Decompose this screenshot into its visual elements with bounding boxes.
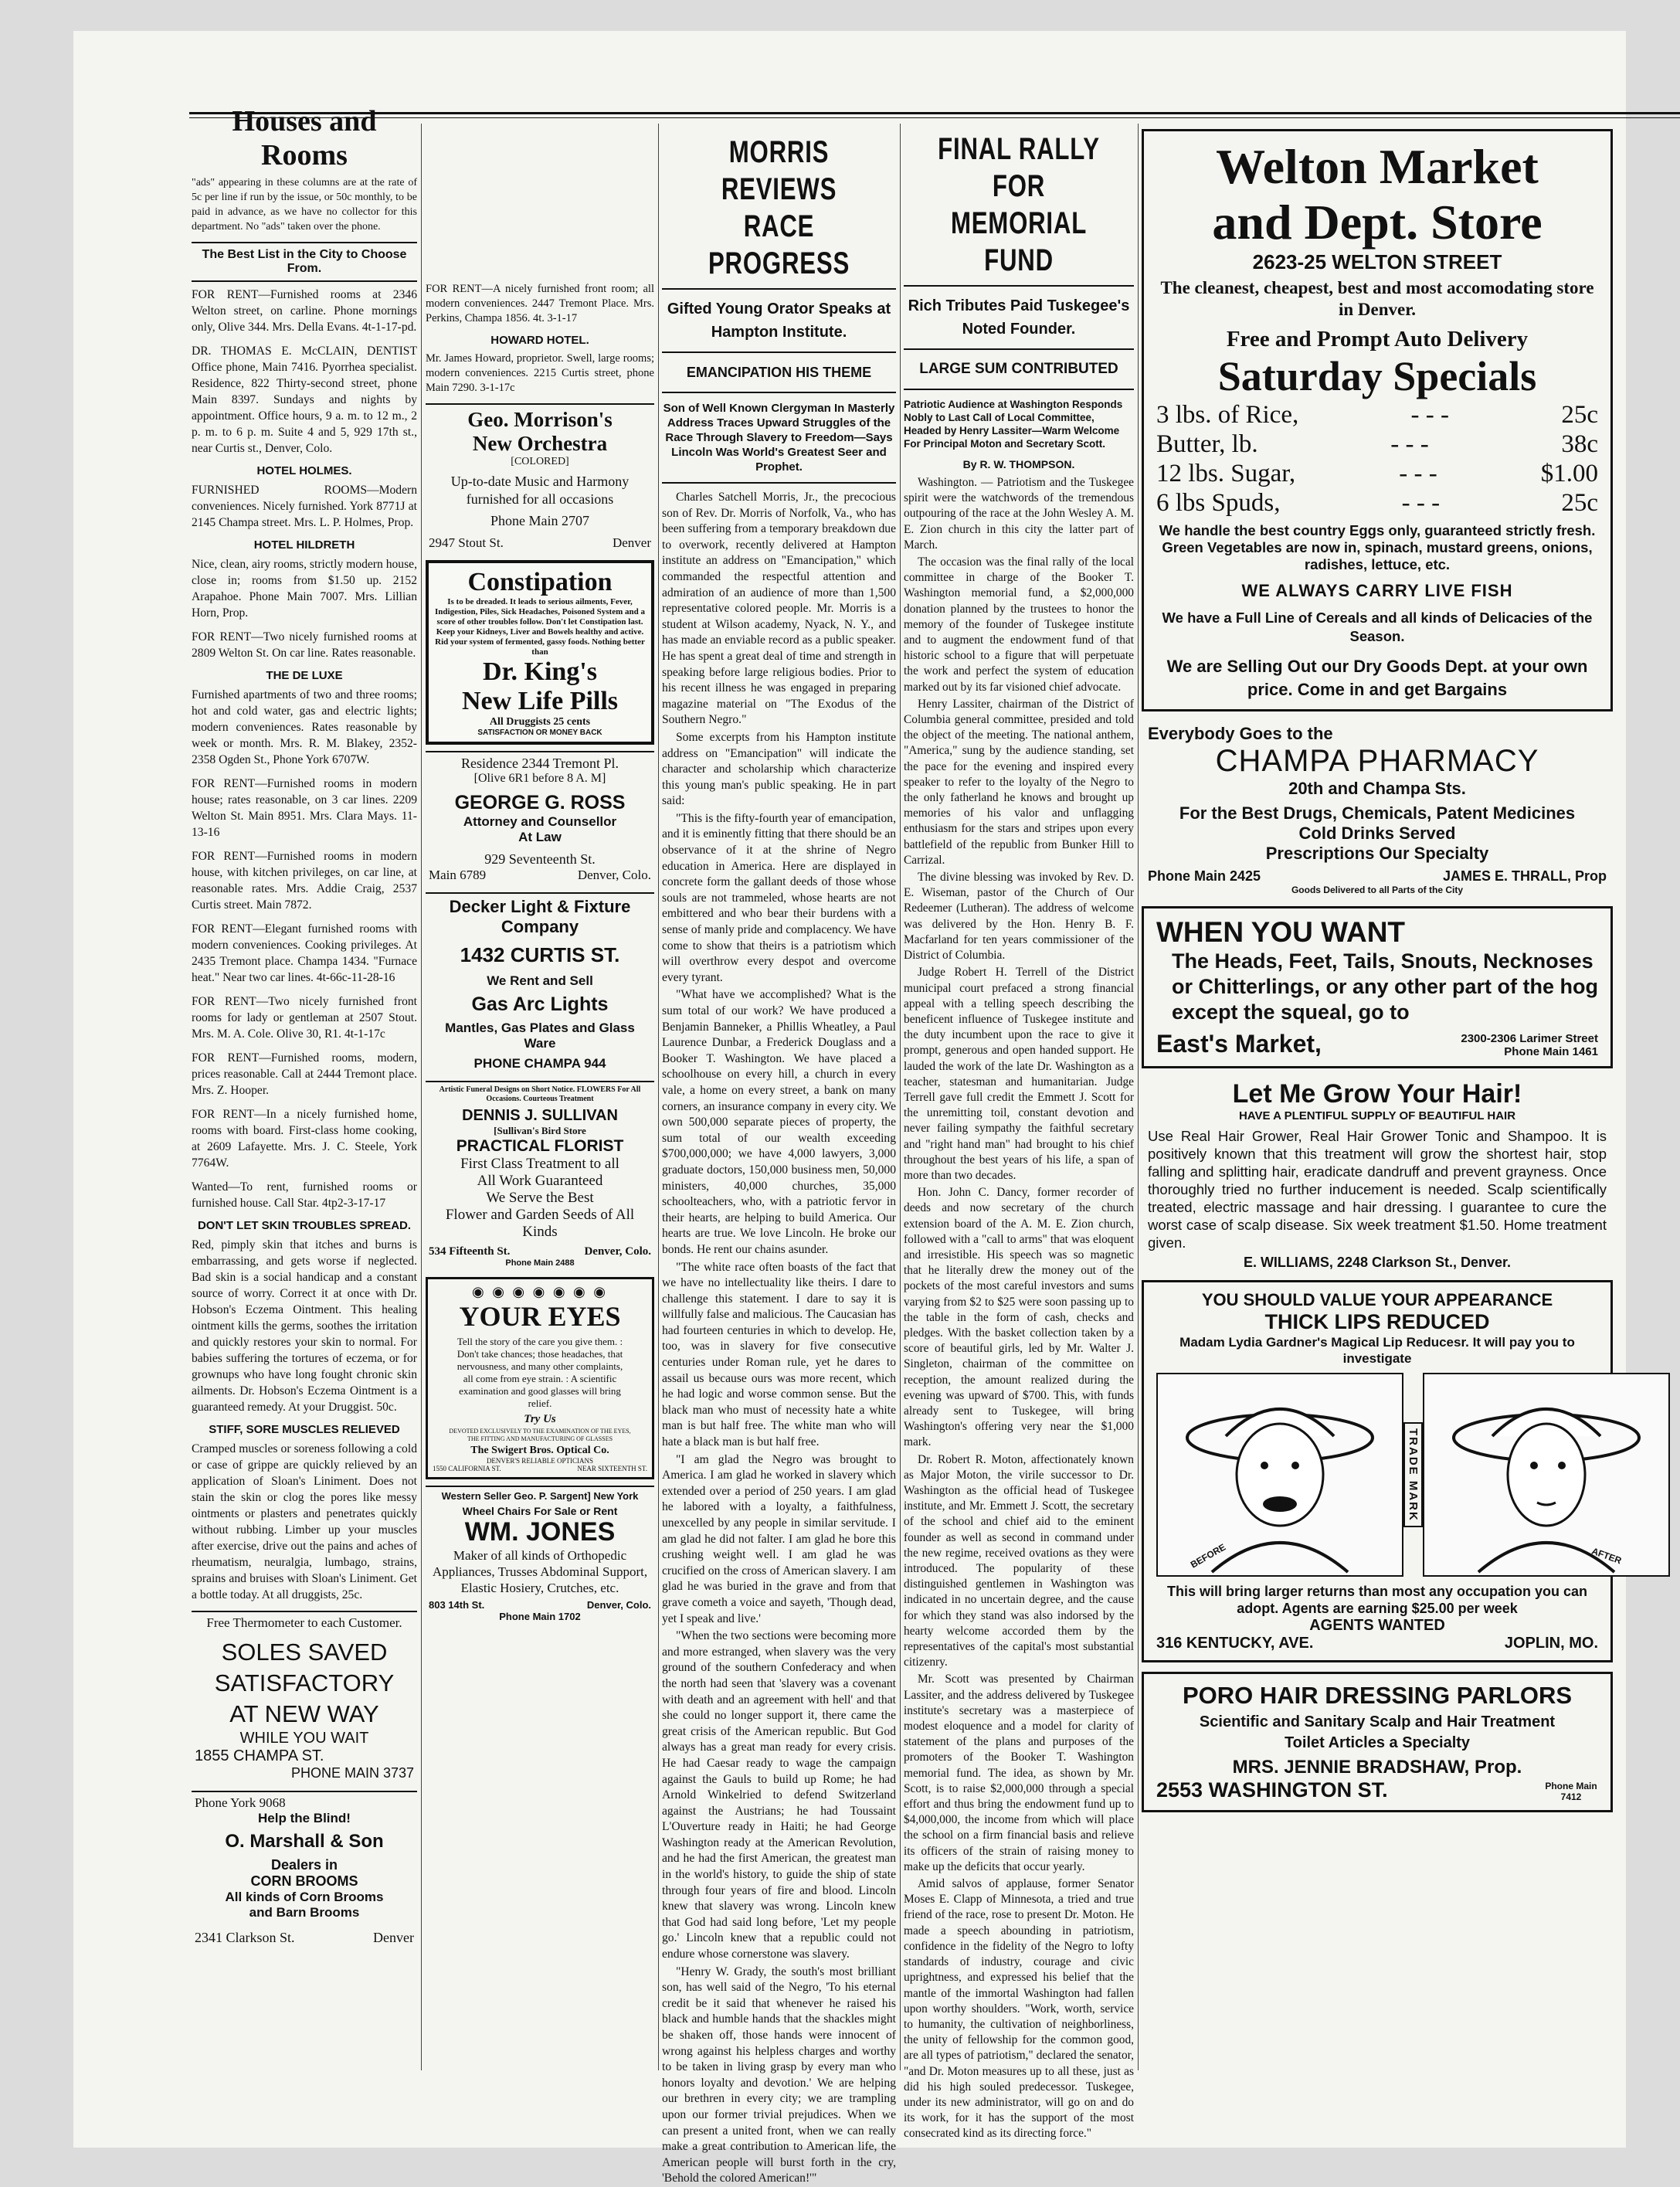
- champa-phone: Phone Main 2425: [1148, 868, 1261, 884]
- champa-name: CHAMPA PHARMACY: [1215, 744, 1539, 778]
- hair-body: Use Real Hair Grower, Real Hair Grower Tonic and Shampoo. It is positively known that this treatment will grow the shortest hair, stop falling and splitting hair, eradicate dandruff and prevent grayness. Once thoroughly tried no further inducement is needed. Scalp scientifically treated, electric massage and hair dressing. I guarantee to cure the worst case of scalp disease. Six week treatment $1.50. Home treatment given.: [1148, 1128, 1607, 1251]
- ads-column: [426, 97, 654, 2074]
- price-dashes: - - -: [1401, 489, 1441, 517]
- price-dashes: - - -: [1399, 460, 1437, 487]
- eyes-l2: Tell the story of the care you give them. : Don't take chances; those headaches, that nervousness, and many other complaints, all come from eye strain. : A scientific examination and good glasses will bring relief.: [456, 1336, 623, 1409]
- before-label: BEFORE: [1188, 1541, 1228, 1571]
- jones-city: Denver, Colo.: [586, 1599, 651, 1611]
- eyes-l1: YOUR EYES: [459, 1301, 621, 1332]
- classified-item: Cramped muscles or soreness following a cold or case of grippe are quickly relieved by an application of Sloan's Liniment. Does not stain the skin or clog the pores like messy ointments or plasters and penetrates quickly without rubbing. Limber up your muscles after exercise, drive out the pains and aches of rheumatism, neuralgia, lumbago, strains, sprains and bruises with Sloan's Liniment. Get a bottle today. At all druggists, 25c.: [192, 1442, 417, 1601]
- price-row: [1156, 430, 1598, 459]
- soles-l4: WHILE YOU WAIT: [239, 1730, 369, 1747]
- ross-phone: Main 6789: [429, 868, 487, 882]
- kings-l5: All Druggists 25 cents: [489, 716, 591, 728]
- jones-phone: Phone Main 1702: [499, 1611, 581, 1622]
- champa-l2: Cold Drinks Served: [1298, 824, 1456, 843]
- trade-mark-label: TRADE MARK: [1403, 1422, 1423, 1528]
- sullivan-city: Denver, Colo.: [584, 1245, 651, 1258]
- article-paragraph: The occasion was the final rally of the local committee in charge of the Booker T. Washington memorial fund, a $2,000,000 donation planned by the trustees to honor the memory of the founder of Tuskegee institute and to augment the endowment fund of that historic school to a figure that will perpetuate the work and perfect the system of education marked out by its far visioned chief advocate.: [904, 555, 1134, 694]
- eyes-l5: The Swigert Bros. Optical Co.: [470, 1445, 609, 1456]
- jones-top: Western Seller Geo. P. Sargent] New York: [441, 1490, 639, 1502]
- easts-name: East's Market,: [1156, 1030, 1322, 1058]
- soles-l2: SATISFACTORY: [214, 1669, 395, 1696]
- article-paragraph: The divine blessing was invoked by Rev. D. E. Wiseman, pastor of the Church of Our Redeemer (Lutheran). The address of welcome was delivered by the Hon. Henry B. F. Macfarland for ten years commissioner of the District of Columbia.: [904, 871, 1134, 963]
- marshall-addr: 2341 Clarkson St.: [195, 1930, 295, 1945]
- easts-l2: The Heads, Feet, Tails, Snouts, Necknoses or Chitterlings, or any other part of the hog except the squeal, go to: [1172, 949, 1599, 1024]
- welton-free: Free and Prompt Auto Delivery: [1226, 327, 1529, 351]
- article-paragraph: Amid salvos of applause, former Senator Moses E. Clapp of Minnesota, a tried and true friend of the race, rose to present Dr. Moton. He made a speech abounding in patriotism, confidence in the fidelity of the Negro to lofty standards of industry, courage and civic uprightness, and expressed his belief that the mantle of the immortal Washington had fallen upon worthy shoulders. "Work, worth, service to humanity, the cultivation of neighborliness, the unity of fellowship for the common good, are all types of patriotism," declared the senator, "and Dr. Moton measures up to all these, just as did his high souled predecessor. Tuskegee, under its new administrator, will go on and do its work, for it has the support of the most consecrated kind as its directing force.": [904, 1877, 1134, 2141]
- woman-hat-icon: [1424, 1374, 1668, 1572]
- lips-l3: Madam Lydia Gardner's Magical Lip Reducesr. It will pay you to investigate: [1179, 1335, 1575, 1366]
- price-row: [1156, 459, 1598, 488]
- article-paragraph: "This is the fifty-fourth year of emancipation, and it is eminently fitting that there should be an observance of it at the shrine of Negro education in America. Here are displayed in concrete form the gallant deeds of those whose souls are not trammeled, whose hearts are not embittered and who bear their burdens with a sense of manly pride and complacency. We have come to show that theirs is a patriotism which will overthrow every despot and overcome every tyrant.: [662, 811, 896, 984]
- welton-ad: [1142, 129, 1613, 711]
- welton-selling: We are Selling Out our Dry Goods Dept. at your own price. Come in and get Bargains: [1166, 657, 1588, 699]
- classified-item: FOR RENT—Furnished rooms in modern house, with kitchen privileges, on car line, at reasonable rates. Mrs. Addie Craig, 2537 Curtis street. Main 7872.: [192, 850, 417, 912]
- jones-l2: Maker of all kinds of Orthopedic Appliances, Trusses Abdominal Support, Elastic Hosiery, Crutches, etc.: [432, 1548, 648, 1595]
- jones-l1: Wheel Chairs For Sale or Rent: [462, 1505, 618, 1517]
- classified-item: FOR RENT—In a nicely furnished home, rooms with board. First-class home cooking, at 2609 Lafayette. Mrs. J. C. Steele, York 7764W.: [192, 1108, 417, 1170]
- poro-addr: 2553 WASHINGTON ST.: [1156, 1778, 1388, 1802]
- article-paragraph: Henry Lassiter, chairman of the District of Columbia general committee, presided and told the object of the meeting. The national anthem, "America," sung by the audience standing, set the pace for the evening and inspired every speaker to refer to the loyalty of the Negro to the only fatherland he knows and brought up memories of his valor and unflagging enthusiasm for the stars and stripes upon every battlefield of the republic from Bunker Hill to Carrizal.: [904, 697, 1134, 867]
- article-paragraph: "Henry W. Grady, the south's most brilliant son, has well said of the Negro, 'To his eternal credit be it said that whenever he raised his black and humble hands that the shackles might be shaken off, those hands were innocent of wrong against his helpless charges and worthy to be taken in living grasp by every man who honors loyalty and devotion.' We are helping our brethren in every city; we are trampling upon our former trivial prejudices. When we can present a united front, when we can really make a great contribution to American life, the American people will burst forth in the cry, 'Behold the colored American!'": [662, 1965, 896, 2185]
- display-ads-column: [1142, 97, 1624, 2074]
- lips-l2: THICK LIPS REDUCED: [1264, 1310, 1490, 1333]
- morris-article: [662, 97, 896, 2185]
- rally-body: [904, 475, 1134, 2142]
- soles-top: Free Thermometer to each Customer.: [206, 1615, 402, 1630]
- morrison-l4: Up-to-date Music and Harmony furnished for all occasions: [450, 474, 630, 507]
- price-value: $1.00: [1540, 460, 1598, 487]
- rally-article: [904, 97, 1134, 2141]
- soles-phone: PHONE MAIN 3737: [290, 1765, 414, 1781]
- ross-city: Denver, Colo.: [577, 868, 651, 882]
- decker-ad: [426, 892, 654, 1075]
- eyes-l7: 1550 CALIFORNIA ST.: [433, 1465, 501, 1472]
- article-paragraph: Washington. — Patriotism and the Tuskegee spirit were the watchwords of the tremendous outpouring of the race at the John Wesley A. M. E. Zion church in this city the latter part of March.: [904, 476, 1134, 552]
- section-subtitle: The Best List in the City to Choose From.: [192, 242, 417, 282]
- classified-heading: THE DE LUXE: [266, 669, 343, 682]
- poro-phone: Phone Main 7412: [1545, 1781, 1597, 1802]
- morris-deck-3: Son of Well Known Clergyman In Masterly Address Traces Upward Struggles of the Race Through Slavery to Freedom—Says Lincoln Was World's Greatest Seer and Prophet.: [663, 402, 895, 474]
- classified-item: FOR RENT—Furnished rooms at 2346 Welton street, on carline. Phone mornings only, Olive 344. Mrs. Della Evans. 4t-1-17-pd.: [192, 288, 417, 334]
- classified-heading: DON'T LET SKIN TROUBLES SPREAD.: [197, 1219, 412, 1232]
- article-paragraph: Some excerpts from his Hampton institute address on "Emancipation" will indicate the character and scholarship which characterize this young man's public speaking. He in part said:: [662, 730, 896, 808]
- kings-l4: New Life Pills: [461, 687, 619, 715]
- rally-byline: By R. W. THOMPSON.: [962, 458, 1075, 470]
- decker-l3: 1432 CURTIS ST.: [460, 943, 620, 966]
- price-item-name: 12 lbs. Sugar,: [1156, 460, 1296, 487]
- price-value: 25c: [1561, 489, 1598, 517]
- champa-prop: JAMES E. THRALL, Prop: [1442, 868, 1607, 884]
- decker-l5: Gas Arc Lights: [471, 993, 609, 1015]
- column-rule: [900, 124, 901, 2070]
- lips-images: [1156, 1373, 1624, 1577]
- morrison-l3: [COLORED]: [511, 456, 569, 467]
- classified-item: FOR RENT—Two nicely furnished front rooms for lady or gentleman at 2507 Stout. Mrs. M. A. Cole. Olive 30, R1. 4t-1-17c: [192, 995, 417, 1041]
- morrison-l1: Geo. Morrison's: [467, 408, 613, 431]
- sullivan-l2: First Class Treatment to all: [460, 1156, 619, 1172]
- welton-sat: Saturday Specials: [1217, 353, 1537, 399]
- sullivan-addr: 534 Fifteenth St.: [429, 1245, 511, 1258]
- sullivan-name: DENNIS J. SULLIVAN: [462, 1107, 618, 1124]
- classified-item: FOR RENT—Two nicely furnished rooms at 2809 Welton St. On car line. Rates reasonable.: [192, 630, 417, 660]
- champa-top: Everybody Goes to the: [1148, 724, 1333, 743]
- easts-phone: Phone Main 1461: [1504, 1045, 1598, 1058]
- poro-l4: MRS. JENNIE BRADSHAW, Prop.: [1232, 1757, 1522, 1778]
- hair-ad: [1142, 1078, 1613, 1272]
- classified-item: FOR RENT—Elegant furnished rooms with modern conveniences. Cooking privileges. At 2435 Tremont place. Champa 1434. "Furnace heat." Near two car lines. 4t-66c-11-28-16: [192, 922, 417, 984]
- decker-l2: Company: [501, 917, 579, 936]
- kings-l1: Constipation: [467, 568, 613, 596]
- article-paragraph: Dr. Robert R. Moton, affectionately known as Major Moton, the virile successor to Dr. Washington as the official head of Tuskegee institute, and Mr. Emmett J. Scott, the secretary of the school and chief aid to the eminent founder as well as second in command under the new regime, received ovations as they were introduced. The popularity of these distinguished gentlemen in Washington was indicated in no uncertain degree, and the cause for which they stand was also indorsed by the hearty welcome accorded them by the representatives of the capital's most substantial citizenry.: [904, 1452, 1134, 1669]
- classified-item: FURNISHED ROOMS—Modern conveniences. Nicely furnished. York 8771J at 2145 Champa street. Mrs. L. P. Holmes, Prop.: [192, 484, 417, 529]
- sullivan-ad: [426, 1081, 654, 1271]
- classified-list: [192, 287, 417, 1603]
- eyes-l6: DENVER'S RELIABLE OPTICIANS: [486, 1457, 594, 1465]
- classified-heading: STIFF, SORE MUSCLES RELIEVED: [209, 1423, 400, 1436]
- classifieds-column: [192, 97, 417, 2074]
- rally-headline-2: MEMORIAL FUND: [950, 206, 1088, 277]
- morrison-addr: 2947 Stout St.: [429, 535, 504, 550]
- poro-ad: [1142, 1672, 1613, 1812]
- woman-hat-icon: [1158, 1374, 1402, 1572]
- section-title: Houses and Rooms: [232, 105, 377, 171]
- easts-ad: [1142, 906, 1613, 1068]
- article-paragraph: Judge Robert H. Terrell of the District municipal court prefaced a strong financial appeal with a telling speech describing the beneficent influence of Tuskegee institute and the duty incumbent upon the race to give it prompt, generous and open handed support. He lauded the work of the late Dr. Washington as a teacher, statesman and humanitarian. Judge Terrell gave full credit the Emmett J. Scott for the unremitting toil, constant devotion and never failing sympathy the faithful secretary and "right hand man" had brought to his chief throughout the best years of his life, a span of more than two decades.: [904, 966, 1134, 1182]
- ross-l2: At Law: [518, 830, 562, 844]
- ross-olive: [Olive 6R1 before 8 A. M]: [473, 772, 606, 785]
- classified-item: Red, pimply skin that itches and burns is embarrassing, and gets worse if neglected. Bad skin is a social handicap and a constant source of worry. Correct it at once with Dr. Hobson's Eczema Ointment. This healing ointment kills the germs, soothes the irritation and quickly restores your skin to normal. For babies suffering the tortures of eczema, or for grownups who have long fought chronic skin ailments. Dr. Hobson's Eczema Ointment is a guaranteed remedy. At your Druggist. 50c.: [192, 1238, 417, 1414]
- sullivan-phone: Phone Main 2488: [505, 1258, 575, 1268]
- eye-row-top: ◉ ◉ ◉ ◉ ◉ ◉ ◉: [472, 1284, 608, 1299]
- howard-ad: Mr. James Howard, proprietor. Swell, large rooms; modern conveniences. 2215 Curtis street, phone Main 7290. 3-1-17c: [426, 352, 654, 394]
- hair-sig: E. WILLIAMS, 2248 Clarkson St., Denver.: [1243, 1255, 1512, 1270]
- welton-l1: Welton Market: [1216, 139, 1539, 194]
- poro-l1: PORO HAIR DRESSING PARLORS: [1182, 1682, 1573, 1709]
- marshall-l1: Dealers in: [270, 1857, 338, 1873]
- ross-addr: 929 Seventeenth St.: [484, 851, 596, 867]
- decker-l4: We Rent and Sell: [487, 973, 593, 988]
- morrison-l5: Phone Main 2707: [490, 513, 589, 528]
- after-label: AFTER: [1590, 1545, 1624, 1567]
- marshall-ad: [192, 1791, 417, 1949]
- marshall-l3: All kinds of Corn Brooms: [225, 1890, 384, 1904]
- marshall-name: O. Marshall & Son: [225, 1831, 384, 1852]
- article-paragraph: Mr. Scott was presented by Chairman Lassiter, and the address delivered by Tuskegee institute's secretary was a masterpiece of modest eloquence and a model for clarity of statement of the plans and purposes of the promoters of the Booker T. Washington memorial fund. The idea, as shown by Mr. Scott, is to raise $2,000,000 through a special effort and thus bring the endowment fund up to $4,000,000, the income from which will place the school on a firm financial basis and relieve its officers of the strain of raising money to make up the deficits that occur yearly.: [904, 1673, 1134, 1873]
- hair-l1: Let Me Grow Your Hair!: [1232, 1079, 1522, 1109]
- classified-item: Nice, clean, airy rooms, strictly modern house, close in; rooms from $1.50 up. 2152 Arapahoe. Phone Main 7007. Mrs. Lillian Horn, Prop.: [192, 558, 417, 620]
- soles-addr: 1855 CHAMPA ST.: [195, 1747, 324, 1764]
- jones-addr: 803 14th St.: [429, 1599, 485, 1611]
- section-intro: "ads" appearing in these columns are at the rate of 5c per line if run by the issue, or 50c monthly, to be paid in advance, as we have no collector for this department. No "ads" taken over the phone.: [192, 177, 417, 233]
- classified-item: Furnished apartments of two and three rooms; hot and cold water, gas and electric lights; modern conveniences. Rates reasonable by week or month. Mrs. R. M. Blakey, 2352-2358 Ogden St., Phone York 6707W.: [192, 688, 417, 766]
- classified-heading: HOTEL HOLMES.: [256, 464, 352, 477]
- marshall-l4: and Barn Brooms: [249, 1905, 360, 1920]
- rally-deck-1: Rich Tributes Paid Tuskegee's Noted Founder.: [908, 297, 1130, 338]
- lips-ad: [1142, 1280, 1624, 1662]
- classified-item: Wanted—To rent, furnished rooms or furnished house. Call Star. 4tp2-3-17-17: [192, 1180, 417, 1210]
- column-rule: [1138, 124, 1139, 2070]
- morrison-l2: New Orchestra: [472, 432, 608, 455]
- hair-l2: HAVE A PLENTIFUL SUPPLY OF BEAUTIFUL HAIR: [1238, 1109, 1516, 1122]
- morris-deck-1: Gifted Young Orator Speaks at Hampton Institute.: [667, 301, 891, 341]
- article-paragraph: "What have we accomplished? What is the sum total of our work? We have produced a Benjamin Banneker, a Phillis Wheatley, a Paul Laurence Dunbar, a Frederick Douglass and a Booker T. Washington. We have placed a schoolhouse on every hill, a church in every vale, a home on every street, a bank on many corners, an insurance company in every city. We own 500,000 separate pieces of property, the sum total of our wealth exceeding $700,000,000; we have 4,000 lawyers, 3,000 graduate doctors, 150,000 business men, 50,000 ministers, 40,000 churches, 35,000 schoolteachers, who, with a patriotic fervor in their hearts, are helping to build America. Our hearts are true. We love Lincoln. He broke our bonds. He rent our chains asunder.: [662, 988, 896, 1256]
- champa-ad: [1142, 721, 1613, 898]
- jones-ad: [426, 1486, 654, 1625]
- howard-head: HOWARD HOTEL.: [490, 334, 589, 347]
- article-paragraph: "I am glad the Negro was brought to America. I am glad he worked in slavery which extended over a period of 250 years. I am glad he labored with a loyalty, a faithfulness, unexcelled by any people in similar servitude. I am glad he did not falter. I am glad he bore this crushing weight well. I am glad he was crucified on the cross of American slavery. I am glad he was buried in the grave and from that grave cometh a voice and sayeth, 'Though dead, yet I speak and live.': [662, 1452, 896, 1625]
- classified-heading: HOTEL HILDRETH: [253, 538, 355, 552]
- marshall-city: Denver: [373, 1930, 414, 1945]
- sullivan-l3: All Work Guaranteed: [477, 1173, 603, 1189]
- kings-ad: [426, 560, 654, 745]
- marshall-help: Help the Blind!: [258, 1811, 351, 1825]
- lips-addr: 316 KENTUCKY, AVE.: [1156, 1635, 1314, 1652]
- champa-l3: Prescriptions Our Specialty: [1265, 844, 1489, 863]
- welton-eggs: We handle the best country Eggs only, guaranteed strictly fresh. Green Vegetables are now in, spinach, mustard greens, onions, radishes, lettuce, etc.: [1159, 522, 1596, 572]
- welton-l2: and Dept. Store: [1212, 195, 1543, 250]
- article-paragraph: "When the two sections were becoming more and more estranged, when slavery was the very ground of the southern Confederacy and when the north had seen that 'slavery was a covenant with death and an agreement with hell' and that she could no longer support it, there came the great crisis of the American republic. But God always has a great man ready for every crisis. He had Caesar ready to wage the campaign against the Gauls to build up Rome; he had Arnold Winkelried to defend Switzerland against the Austrians; he had Toussaint L'Ouverture ready in Haiti; he had George Washington ready at the American Revolution, and he had the first American, the greatest man in the world's history, to guide the ship of state through four years of fire and blood. Lincoln knew that slavery was wrong. Lincoln knew that God had said long before, 'Let my people go.' Lincoln knew that a republic could not endure whose cornerstone was slavery.: [662, 1629, 896, 1961]
- lips-l1: YOU SHOULD VALUE YOUR APPEARANCE: [1201, 1290, 1553, 1309]
- price-value: 25c: [1561, 401, 1598, 429]
- kings-l6: SATISFACTION OR MONEY BACK: [477, 728, 602, 737]
- morris-headline-2: RACE PROGRESS: [708, 209, 850, 280]
- eyes-l4: DEVOTED EXCLUSIVELY TO THE EXAMINATION OF THE EYES, THE FITTING AND MANUFACTURING OF GLASSES: [449, 1428, 631, 1442]
- rally-headline-1: FINAL RALLY FOR: [938, 132, 1100, 203]
- eyes-l8: NEAR SIXTEENTH ST.: [577, 1465, 647, 1472]
- champa-addr: 20th and Champa Sts.: [1288, 779, 1466, 798]
- decker-l6: Mantles, Gas Plates and Glass Ware: [445, 1020, 635, 1051]
- soles-ad: [192, 1611, 417, 1785]
- classified-item: FOR RENT—Furnished rooms in modern house; rates reasonable, on 3 car lines. 2209 Welton St. Main 8951. Mrs. Clara Mays. 11-13-16: [192, 777, 417, 839]
- sullivan-l5: Flower and Garden Seeds of All Kinds: [445, 1207, 635, 1240]
- lips-agents: AGENTS WANTED: [1309, 1617, 1445, 1634]
- morris-body: [662, 490, 896, 2187]
- easts-l1: WHEN YOU WANT: [1156, 916, 1406, 948]
- article-paragraph: Hon. John C. Dancy, former recorder of deeds and now secretary of the church extension board of the A. M. E. Zion church, followed with a "call to arms" that was eloquent and irresistible. His speech was so magnetic that he literally drew the money out of the pockets of the most careful investors and sums varying from $2 to $25 were soon passing up to the table in the form of cash, checks and pledges. With the basket collection taken by a score of beautiful girls, led by Mr. Walter J. Singleton, chairman of the committee on reception, the amount realized during the evening was upward of $700. This, with funds already sent to Tuskegee, will bring Washington's offering very near the $1,000 mark.: [904, 1186, 1134, 1449]
- kings-l2: Is to be dreaded. It leads to serious ailments, Fever, Indigestion, Piles, Sick Headaches, Poisoned System and a score of other troubles follow. Don't let Constipation last. Keep your Kidneys, Liver and Bowels healthy and active. Rid your system of fermented, gassy foods. Nothing better than: [435, 597, 645, 657]
- morrison-ad: [426, 403, 654, 554]
- lips-l4: This will bring larger returns than most any occupation you can adopt. Agents are earning $25.00 per week: [1166, 1584, 1588, 1616]
- price-row: [1156, 400, 1598, 430]
- before-portrait-image: [1156, 1373, 1403, 1577]
- champa-del: Goods Delivered to all Parts of the City: [1291, 885, 1464, 895]
- price-item-name: Butter, lb.: [1156, 430, 1258, 458]
- welton-addr: 2623-25 WELTON STREET: [1252, 250, 1502, 273]
- morris-headline-1: MORRIS REVIEWS: [721, 135, 837, 206]
- eyes-l3: Try Us: [524, 1413, 556, 1425]
- ross-res: Residence 2344 Tremont Pl.: [460, 756, 619, 771]
- poro-l3: Toilet Articles a Specialty: [1284, 1734, 1471, 1751]
- rally-deck-3: Patriotic Audience at Washington Responds Nobly to Last Call of Local Committee, Headed by Henry Lassiter—Warm Welcome For Principal Moton and Secretary Scott.: [904, 399, 1123, 450]
- column-rule: [658, 124, 659, 2070]
- article-paragraph: Charles Satchell Morris, Jr., the precocious son of Rev. Dr. Morris of Norfolk, Va., who has been suffering from a temporary breakdown due to overwork, recently delivered at Hampton institute an address on "Emancipation," which commanded the respectful attention and admiration of an audience of more than 1,500 representative colored people. Mr. Morris is a student at Wilson academy, Nyack, N. Y., and has made an enviable record as a public speaker. He has spent a great deal of time and strength in speaking before large religious bodies. Prior to his recent illness he was engaged in preparing magazine material on "The Exodus of the Southern Negro.": [662, 491, 896, 727]
- classified-item: DR. THOMAS E. McCLAIN, DENTIST Office phone, Main 7416. Pyorrhea specialist. Residence, 822 Thirty-second street, phone Main 8397. Sundays and nights by appointment. Office hours, 9 a. m. to 12 m., 2 p. m. to 6 p. m. Suite 4 and 5, 929 17th st., near Curtis st., Denver, Colo.: [192, 345, 417, 455]
- lips-city: JOPLIN, MO.: [1504, 1635, 1598, 1652]
- champa-l1: For the Best Drugs, Chemicals, Patent Medicines: [1179, 803, 1576, 823]
- decker-l7: PHONE CHAMPA 944: [473, 1056, 606, 1071]
- sullivan-l4: We Serve the Best: [486, 1190, 594, 1206]
- soles-l3: AT NEW WAY: [229, 1700, 379, 1727]
- decker-l1: Decker Light & Fixture: [449, 897, 631, 916]
- sullivan-top: Artistic Funeral Designs on Short Notice. FLOWERS For All Occasions. Courteous Treatment: [439, 1085, 641, 1103]
- price-item-name: 3 lbs. of Rice,: [1156, 401, 1299, 429]
- rent-ad: FOR RENT—A nicely furnished front room; all modern conveniences. 2447 Tremont Place. Mrs. Perkins, Champa 1856. 4t. 3-1-17: [426, 283, 654, 324]
- eyes-ad: [426, 1277, 654, 1479]
- sullivan-l1: PRACTICAL FLORIST: [456, 1137, 624, 1155]
- marshall-l2: CORN BROOMS: [250, 1873, 358, 1889]
- morris-deck-2: EMANCIPATION HIS THEME: [686, 365, 872, 380]
- price-value: 38c: [1561, 430, 1598, 458]
- ross-ad: [426, 751, 654, 886]
- welton-cereals: We have a Full Line of Cereals and all kinds of Delicacies of the Season.: [1162, 610, 1593, 644]
- column-rule: [421, 124, 422, 2070]
- kings-l3: Dr. King's: [482, 657, 597, 686]
- welton-price-list: [1156, 400, 1598, 518]
- price-row: [1156, 488, 1598, 518]
- article-paragraph: "The white race often boasts of the fact that we have no intellectuality like theirs. I dare to challenge this statement. I dare to say it is willfully false and malicious. The Caucasian has had fourteen centuries in which to develop. He, too, was in slavery for five consecutive centuries under Roman rule, yet he dares to assail us because ours was more recent, which he had logic and worse common sense. But the black man who must of necessity hate a white man is but half free. The white man who will hate a black man is but half free.: [662, 1260, 896, 1449]
- jones-name: WM. JONES: [464, 1517, 616, 1547]
- ross-l1: Attorney and Counsellor: [463, 814, 617, 829]
- poro-l2: Scientific and Sanitary Scalp and Hair Treatment: [1199, 1713, 1556, 1730]
- easts-addr: 2300-2306 Larimer Street: [1461, 1032, 1598, 1045]
- marshall-phone: Phone York 9068: [195, 1795, 286, 1810]
- classified-item: FOR RENT—Furnished rooms, modern, prices reasonable. Call at 2444 Tremont place. Mrs. Z. Hooper.: [192, 1051, 417, 1097]
- price-item-name: 6 lbs Spuds,: [1156, 489, 1281, 517]
- rally-deck-2: LARGE SUM CONTRIBUTED: [919, 361, 1118, 377]
- ross-name: GEORGE G. ROSS: [454, 792, 626, 813]
- price-dashes: - - -: [1390, 430, 1429, 458]
- soles-l1: SOLES SAVED: [221, 1639, 388, 1666]
- welton-tag: The cleanest, cheapest, best and most accomodating store in Denver.: [1160, 278, 1594, 319]
- morrison-city: Denver: [612, 535, 651, 550]
- price-dashes: - - -: [1410, 401, 1450, 429]
- welton-fish: WE ALWAYS CARRY LIVE FISH: [1241, 581, 1513, 600]
- sullivan-sub: [Sullivan's Bird Store: [494, 1125, 586, 1136]
- after-portrait-image: [1423, 1373, 1670, 1577]
